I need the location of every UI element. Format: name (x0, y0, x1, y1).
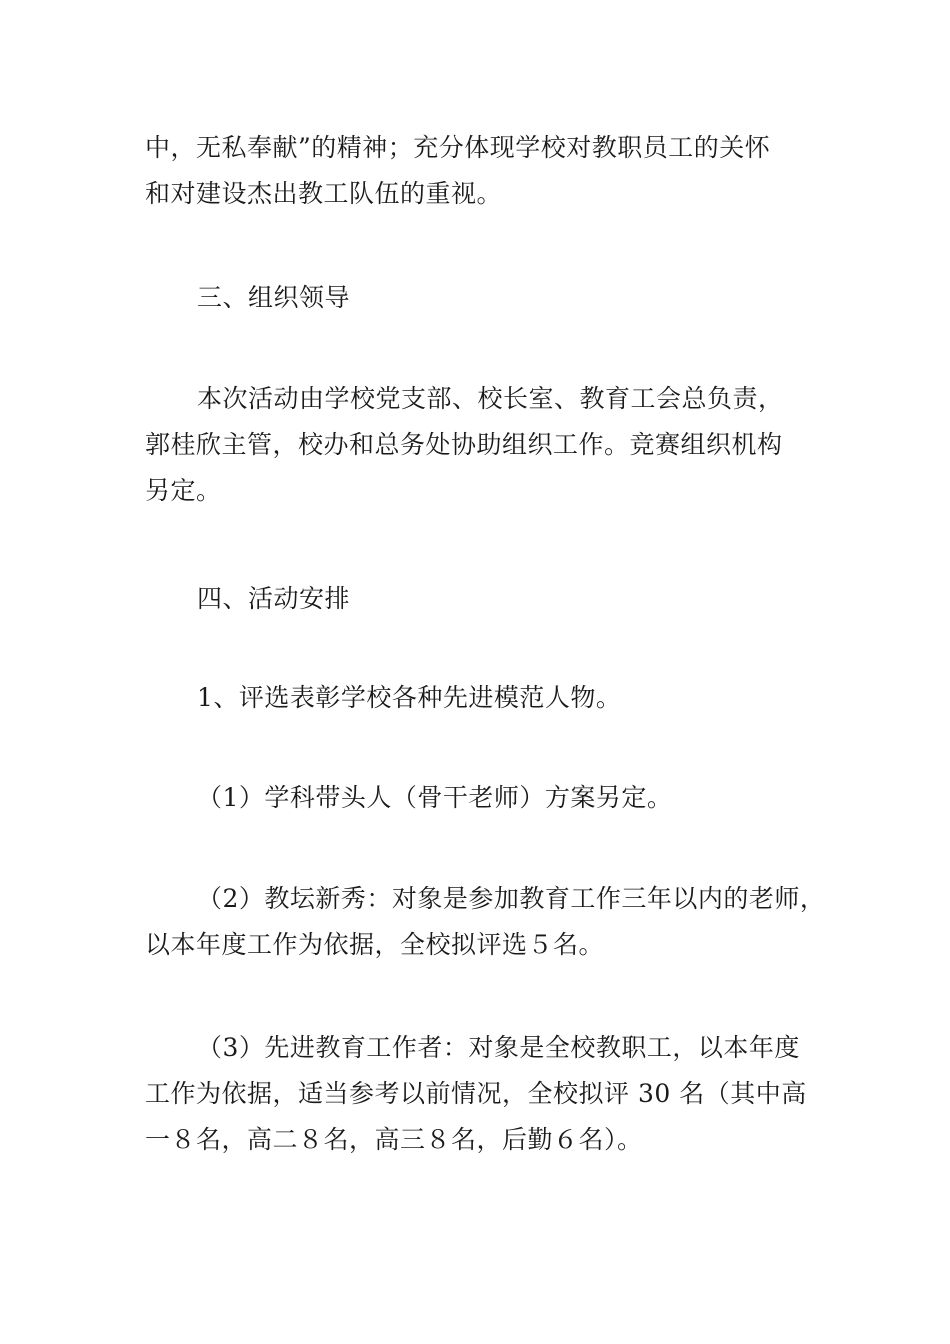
heading-text: 四、活动安排 (197, 584, 351, 613)
paragraph-organization (145, 376, 810, 514)
text-line: 和对建设杰出教工队伍的重视。 (145, 179, 503, 208)
text-line: 以本年度工作为依据，全校拟评选５名。 (145, 930, 605, 959)
list-item-subject-leader (145, 775, 810, 821)
text-line: 本次活动由学校党支部、校长室、教育工会总负责， (197, 384, 784, 413)
text-line: 中，无私奉献”的精神；充分体现学校对教职员工的关怀 (145, 133, 771, 162)
paragraph-spirit-continuation (145, 125, 810, 217)
text-line: 1、评选表彰学校各种先进模范人物。 (197, 683, 622, 712)
text-line: 另定。 (145, 476, 222, 505)
list-item-new-teacher (145, 876, 826, 968)
text-line: 工作为依据，适当参考以前情况，全校拟评 30 名（其中高 (145, 1079, 807, 1108)
text-line: 郭桂欣主管，校办和总务处协助组织工作。竞赛组织机构 (145, 430, 783, 459)
list-item-selection (145, 675, 810, 721)
section-heading-arrangement (145, 576, 810, 622)
section-heading-organization (145, 275, 810, 321)
text-line: 一８名，高二８名，高三８名，后勤６名）。 (145, 1125, 643, 1154)
list-item-advanced-worker (145, 1025, 810, 1163)
text-line: （1）学科带头人（骨干老师）方案另定。 (197, 783, 673, 812)
heading-text: 三、组织领导 (197, 283, 351, 312)
text-line: （3）先进教育工作者：对象是全校教职工，以本年度 (197, 1033, 800, 1062)
text-line: （2）教坛新秀：对象是参加教育工作三年以内的老师， (197, 884, 826, 913)
